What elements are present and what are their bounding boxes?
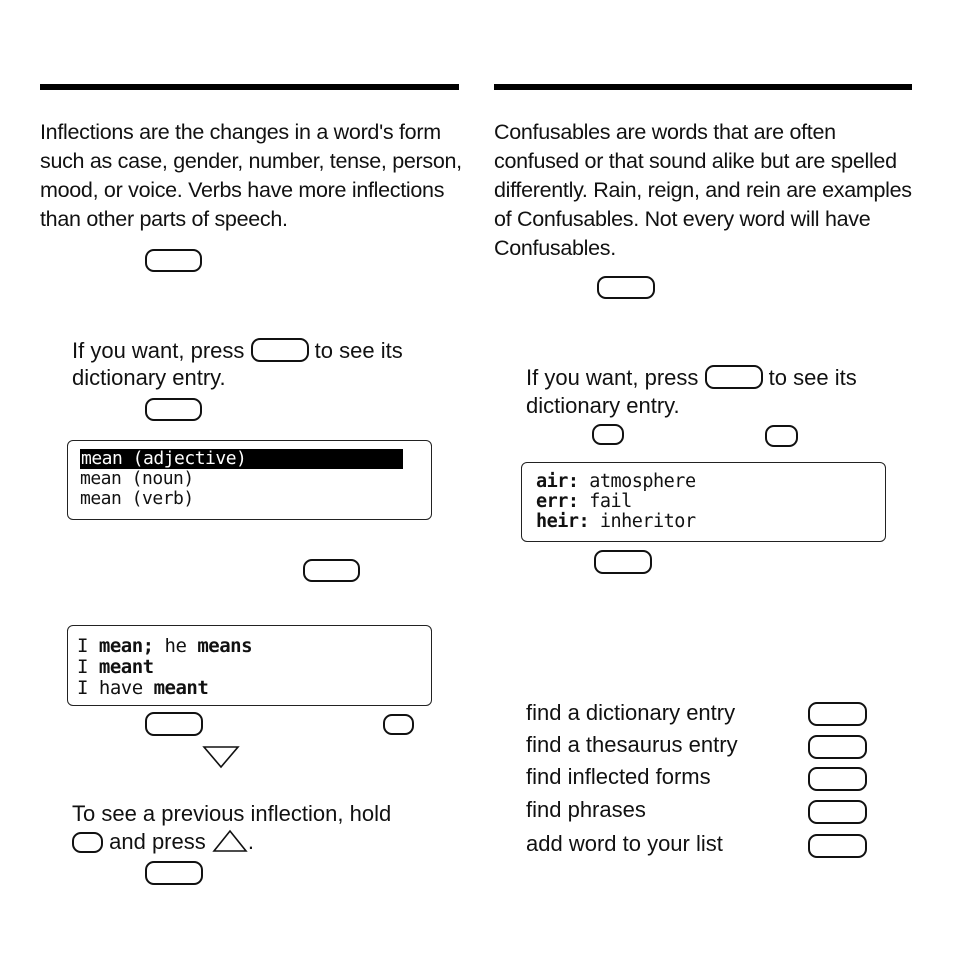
form-line: I meant	[77, 656, 154, 678]
key-button-icon	[303, 559, 360, 582]
key-button-icon	[145, 861, 203, 885]
list-item: heir: inheritor	[536, 511, 696, 532]
key-button-icon	[705, 365, 763, 389]
key-button-icon	[808, 702, 867, 726]
right-dictionary-hint-line2: dictionary entry.	[526, 393, 680, 418]
screen-forms	[77, 636, 252, 699]
action-thesaurus: find a thesaurus entry	[526, 732, 738, 757]
hint-text-suffix: to see its	[768, 365, 857, 390]
key-button-icon	[808, 767, 867, 791]
list-item: mean (verb)	[80, 488, 194, 509]
list-item: air: atmosphere	[536, 471, 696, 492]
down-arrow-icon	[202, 745, 240, 769]
hint-text-suffix: to see its	[314, 338, 403, 363]
left-dictionary-hint-line1	[72, 337, 403, 365]
key-button-icon	[251, 338, 309, 362]
action-inflected: find inflected forms	[526, 764, 711, 789]
inflection-forms-screen	[67, 625, 432, 706]
screen-list	[80, 449, 403, 509]
key-button-icon	[597, 276, 655, 299]
list-item: err: fail	[536, 491, 632, 512]
action-phrases: find phrases	[526, 797, 646, 822]
key-button-icon	[145, 398, 202, 421]
confusables-intro: Confusables are words that are often confused or that sound alike but are spelled differently. Rain, reign, and rein are examples of Confusables. Not every word will have Confusables.	[494, 120, 912, 260]
confusables-screen	[521, 462, 886, 542]
key-button-icon	[765, 425, 798, 447]
action-dictionary: find a dictionary entry	[526, 700, 736, 725]
action-add-word: add word to your list	[526, 831, 723, 856]
list-item: mean (noun)	[80, 468, 194, 489]
previous-inflection-hint-line1: To see a previous inflection, hold	[72, 801, 392, 826]
hint-text-prefix: If you want, press	[526, 365, 699, 390]
inflection-list-screen	[67, 440, 432, 520]
key-button-icon	[592, 424, 624, 445]
inflections-intro: Inflections are the changes in a word's form such as case, gender, number, tense, person, mood, or voice. Verbs have more inflections than other parts of speech.	[40, 120, 462, 231]
hint-text-prefix: If you want, press	[72, 338, 245, 363]
right-header-rule	[494, 84, 912, 90]
form-line: I mean; he means	[77, 635, 253, 657]
up-arrow-icon	[212, 829, 248, 853]
key-button-icon	[145, 712, 203, 736]
key-button-icon	[145, 249, 202, 272]
list-item-selected: mean (adjective)	[80, 449, 403, 469]
form-line: I have meant	[77, 677, 209, 699]
key-button-icon	[72, 832, 103, 853]
key-button-icon	[594, 550, 652, 574]
right-dictionary-hint-line1	[526, 364, 857, 392]
key-button-icon	[808, 800, 867, 824]
left-header-rule	[40, 84, 459, 90]
key-button-icon	[383, 714, 414, 735]
key-button-icon	[808, 735, 867, 759]
previous-inflection-hint-line2: and press .	[72, 828, 254, 856]
left-dictionary-hint-line2: dictionary entry.	[72, 365, 226, 390]
and-press-text: and press	[109, 829, 206, 854]
confusables-list	[536, 472, 696, 532]
key-button-icon	[808, 834, 867, 858]
